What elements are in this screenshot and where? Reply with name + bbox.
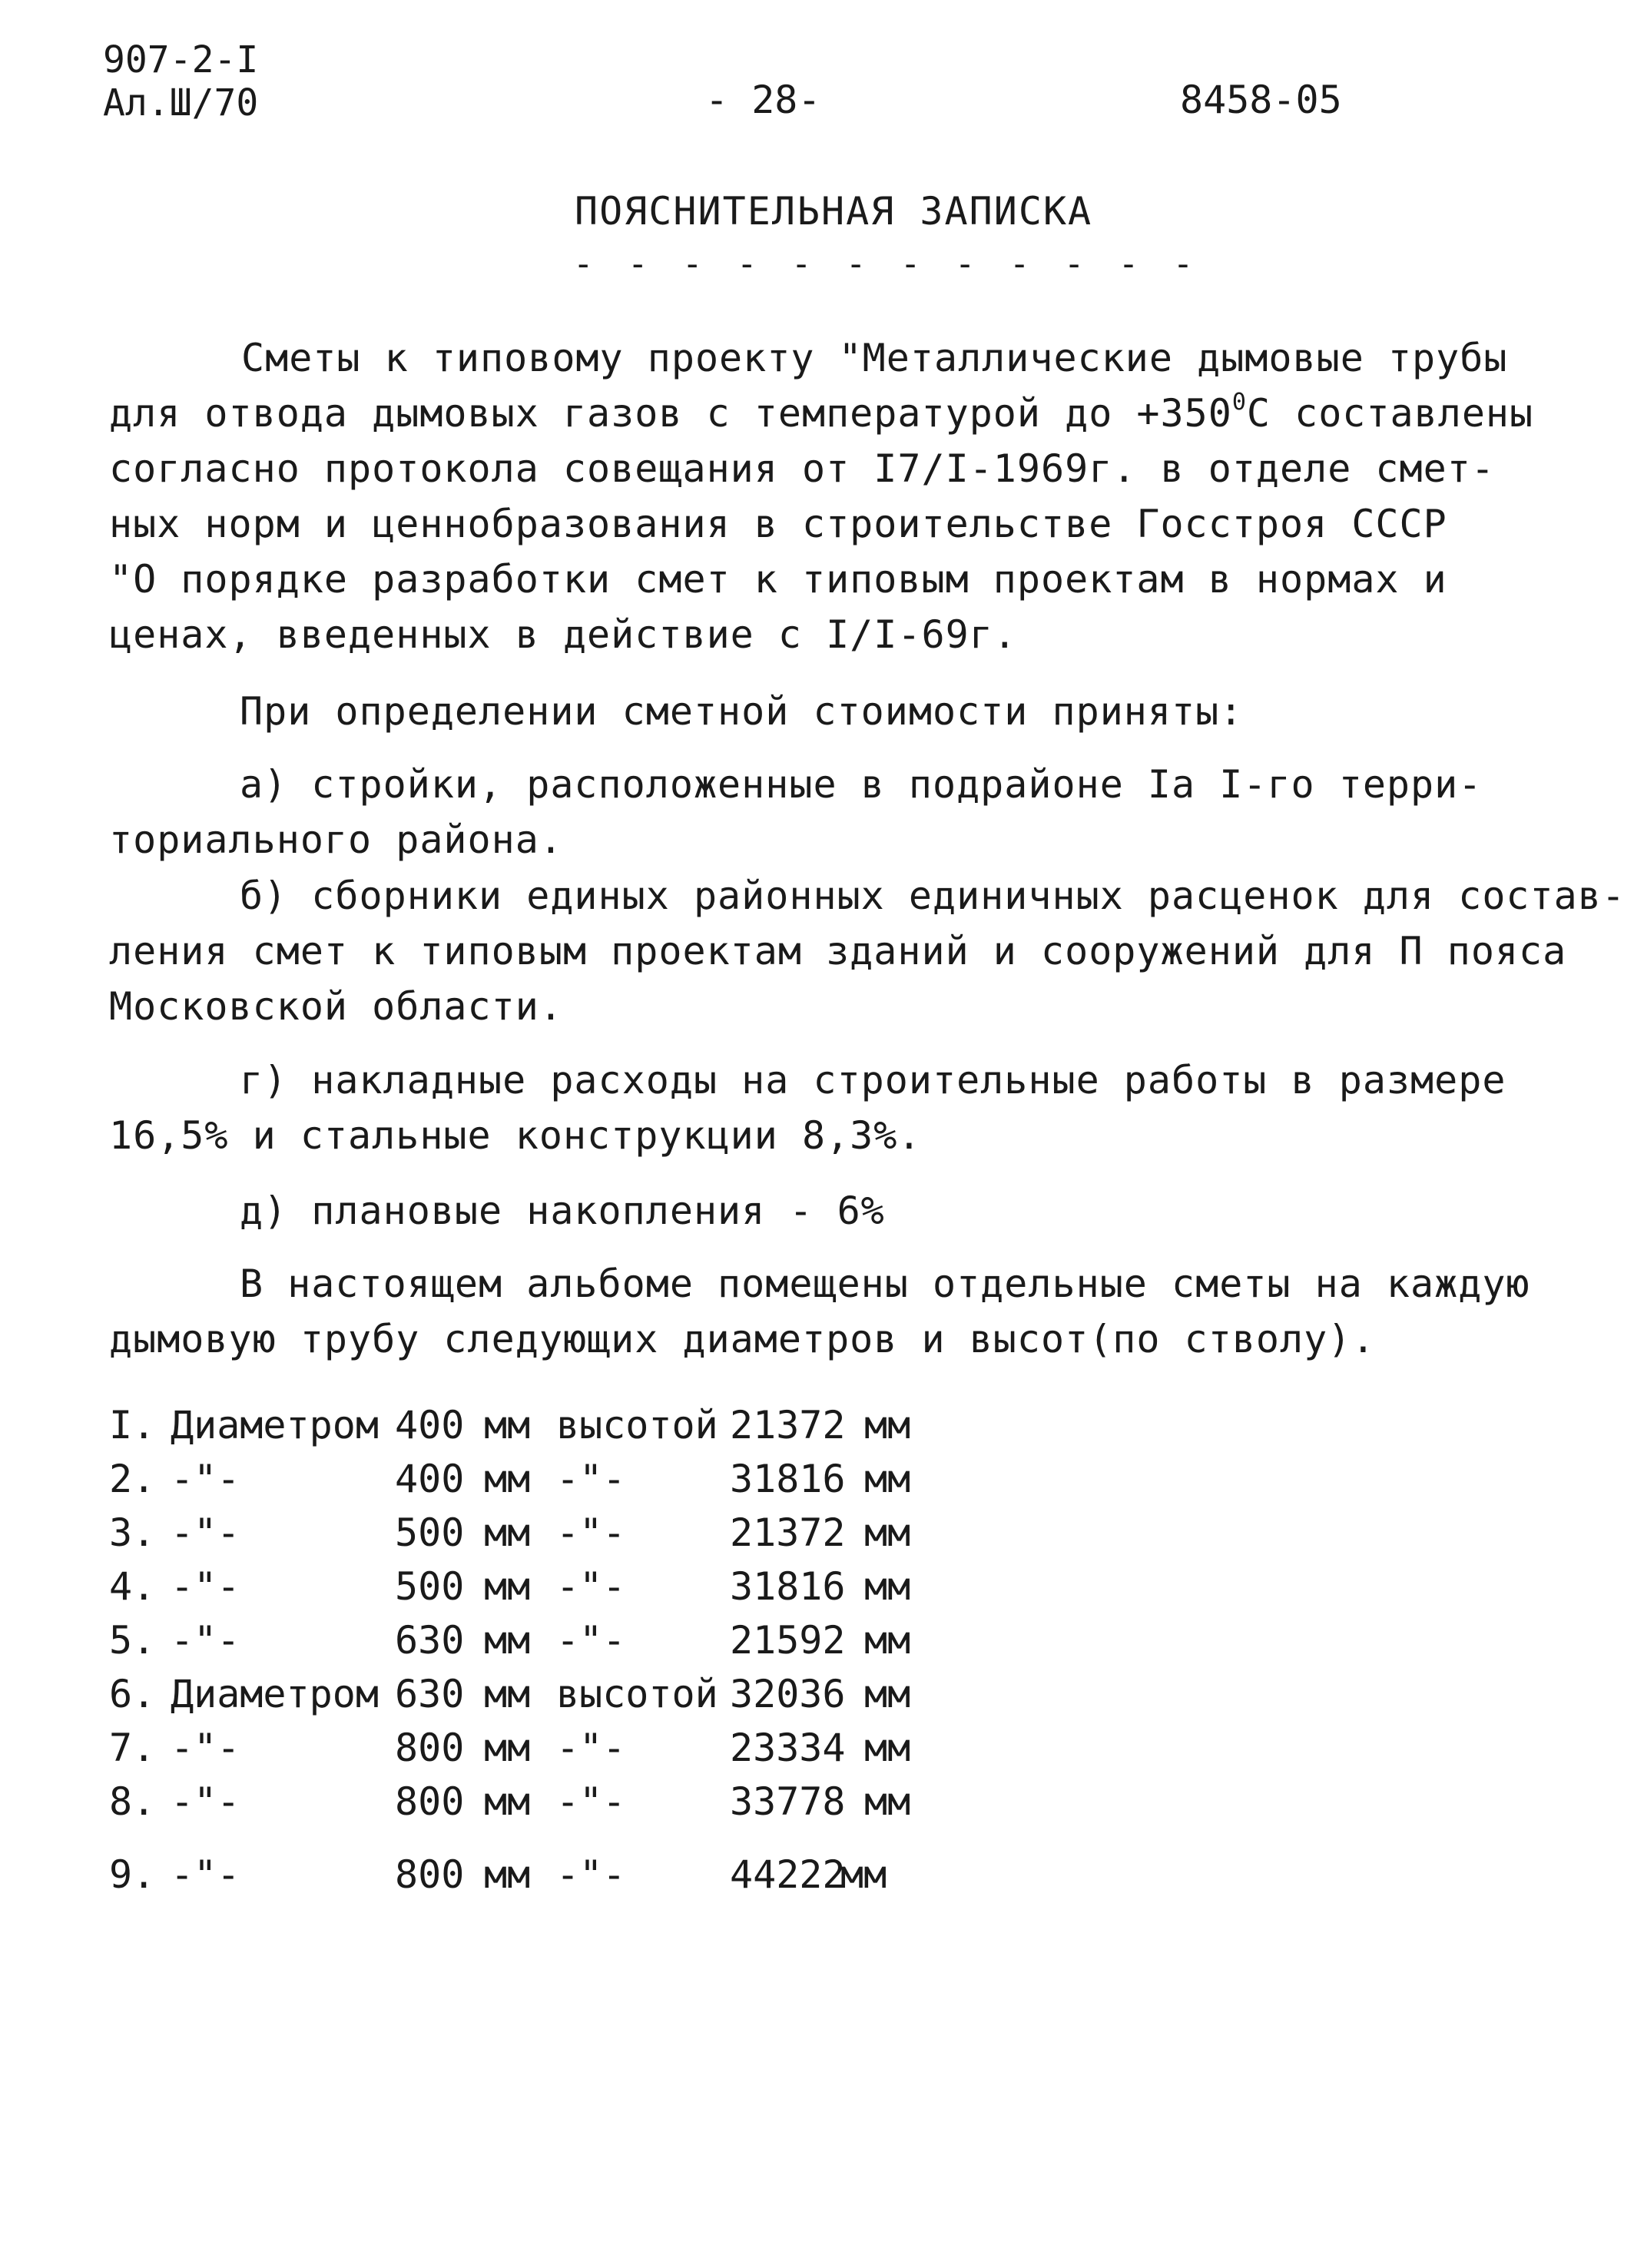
pipe-height-value: 21372 [730,1510,846,1555]
pipe-height-unit: мм [864,1510,911,1555]
album-contents-line-2: дымовую трубу следующих диаметров и высот(по стволу). [109,1317,1376,1361]
intro-line-2-tail: С составлены [1246,391,1534,436]
intro-line-2-head: для отвода дымовых газов с температурой до +350 [109,391,1232,436]
item-b-line-2: ления смет к типовым проектам зданий и сооружений для П пояса [109,929,1567,973]
pipe-diameter-label: -"- [171,1726,240,1770]
pipe-diameter-unit: мм [484,1726,531,1770]
pipe-diameter-label: Диаметром [171,1672,379,1716]
pipe-height-unit: мм [864,1726,911,1770]
item-d [109,1183,1538,1238]
document-number: 8458-05 [1180,78,1342,122]
item-b [109,868,1626,1034]
item-b-line-3: Московской области. [109,984,563,1029]
pipe-diameter-label: -"- [171,1618,240,1663]
pipe-diameter-unit: мм [484,1564,531,1609]
page-title: ПОЯСНИТЕЛЬНАЯ ЗАПИСКА [575,189,1093,234]
item-a-line-1: а) стройки, расположенные в подрайоне Iа I-го терри- [240,762,1483,807]
pipe-number: 8. [109,1779,156,1824]
album-contents-paragraph [109,1256,1538,1367]
pipe-height-unit: мм [864,1779,911,1824]
item-g-line-2: 16,5% и стальные конструкции 8,3%. [109,1113,922,1158]
pipe-diameter-value: 800 [395,1779,465,1824]
pipe-height-label: -"- [556,1457,626,1501]
pipe-diameter-value: 500 [395,1564,465,1609]
pipe-height-value: 31816 [730,1457,846,1501]
pipe-diameter-unit: мм [484,1779,531,1824]
pipe-height-label: -"- [556,1510,626,1555]
pipe-number: 2. [109,1457,156,1501]
degree-mark: 0 [1231,389,1247,416]
album-volume: Ал.Ш/70 [103,81,259,124]
pipe-diameter-value: 630 [395,1618,465,1663]
assumptions-heading [109,684,1538,739]
intro-line-3: согласно протокола совещания от I7/I-1969г. в отделе смет- [109,446,1495,491]
pipe-height-value: 33778 [730,1779,846,1824]
album-code: 907-2-I [103,38,259,81]
intro-line-6: ценах, введенных в действие с I/I-69г. [109,612,1017,657]
item-g-line-1: г) накладные расходы на строительные работы в размере [240,1058,1506,1102]
pipe-height-unit: мм [864,1618,911,1663]
pipe-number: 3. [109,1510,156,1555]
intro-line-2 [109,386,1538,441]
pipe-diameter-value: 500 [395,1510,465,1555]
intro-line-4: ных норм и ценнобразования в строительстве Госстроя СССР [109,502,1447,546]
pipe-height-unit: мм [864,1403,911,1447]
pipe-diameter-value: 800 [395,1852,465,1897]
pipe-height-label: -"- [556,1618,626,1663]
pipe-number: 7. [109,1726,156,1770]
item-b-line-1: б) сборники единых районных единичных расценок для состав- [240,874,1626,918]
pipe-height-unit: мм [864,1672,911,1716]
pipe-diameter-unit: мм [484,1510,531,1555]
intro-line-1: Сметы к типовому проекту "Металлические дымовые трубы [241,336,1508,380]
pipe-height-unit: мм [840,1852,887,1897]
pipe-number: 9. [109,1852,156,1897]
pipe-diameter-label: -"- [171,1564,240,1609]
pipe-height-value: 44222 [730,1852,846,1897]
pipe-height-value: 31816 [730,1564,846,1609]
pipe-diameter-label: -"- [171,1852,240,1897]
pipe-height-label: высотой [556,1403,718,1447]
pipe-height-value: 23334 [730,1726,846,1770]
intro-line-5: "О порядке разработки смет к типовым проектам в нормах и [109,557,1447,602]
pipe-diameter-unit: мм [484,1672,531,1716]
assumptions-line: При определении сметной стоимости приняты: [240,689,1244,734]
pipe-height-unit: мм [864,1457,911,1501]
pipe-diameter-value: 400 [395,1403,465,1447]
pipe-height-value: 21372 [730,1403,846,1447]
pipe-diameter-value: 400 [395,1457,465,1501]
page-number: - 28- [705,78,821,122]
intro-paragraph [109,330,1538,662]
title-underline: - - - - - - - - - - - - [573,244,1201,284]
pipe-height-label: -"- [556,1564,626,1609]
pipe-number: 6. [109,1672,156,1716]
pipe-diameter-unit: мм [484,1852,531,1897]
item-g [109,1053,1538,1163]
pipe-height-label: -"- [556,1779,626,1824]
pipe-height-value: 21592 [730,1618,846,1663]
pipe-diameter-unit: мм [484,1457,531,1501]
pipe-diameter-unit: мм [484,1403,531,1447]
pipe-height-label: высотой [556,1672,718,1716]
pipe-diameter-label: -"- [171,1779,240,1824]
pipe-diameter-label: Диаметром [171,1403,379,1447]
pipe-height-unit: мм [864,1564,911,1609]
pipe-height-label: -"- [556,1726,626,1770]
pipe-number: 4. [109,1564,156,1609]
pipe-number: I. [109,1403,156,1447]
pipe-diameter-label: -"- [171,1510,240,1555]
pipe-height-value: 32036 [730,1672,846,1716]
pipe-diameter-unit: мм [484,1618,531,1663]
item-a-line-2: ториального района. [109,817,563,862]
pipe-diameter-label: -"- [171,1457,240,1501]
pipe-diameter-value: 800 [395,1726,465,1770]
item-a [109,757,1538,867]
pipe-height-label: -"- [556,1852,626,1897]
item-d-line: д) плановые накопления - 6% [240,1189,885,1233]
pipe-number: 5. [109,1618,156,1663]
album-contents-line-1: В настоящем альбоме помещены отдельные сметы на каждую [240,1262,1530,1306]
pipe-diameter-value: 630 [395,1672,465,1716]
